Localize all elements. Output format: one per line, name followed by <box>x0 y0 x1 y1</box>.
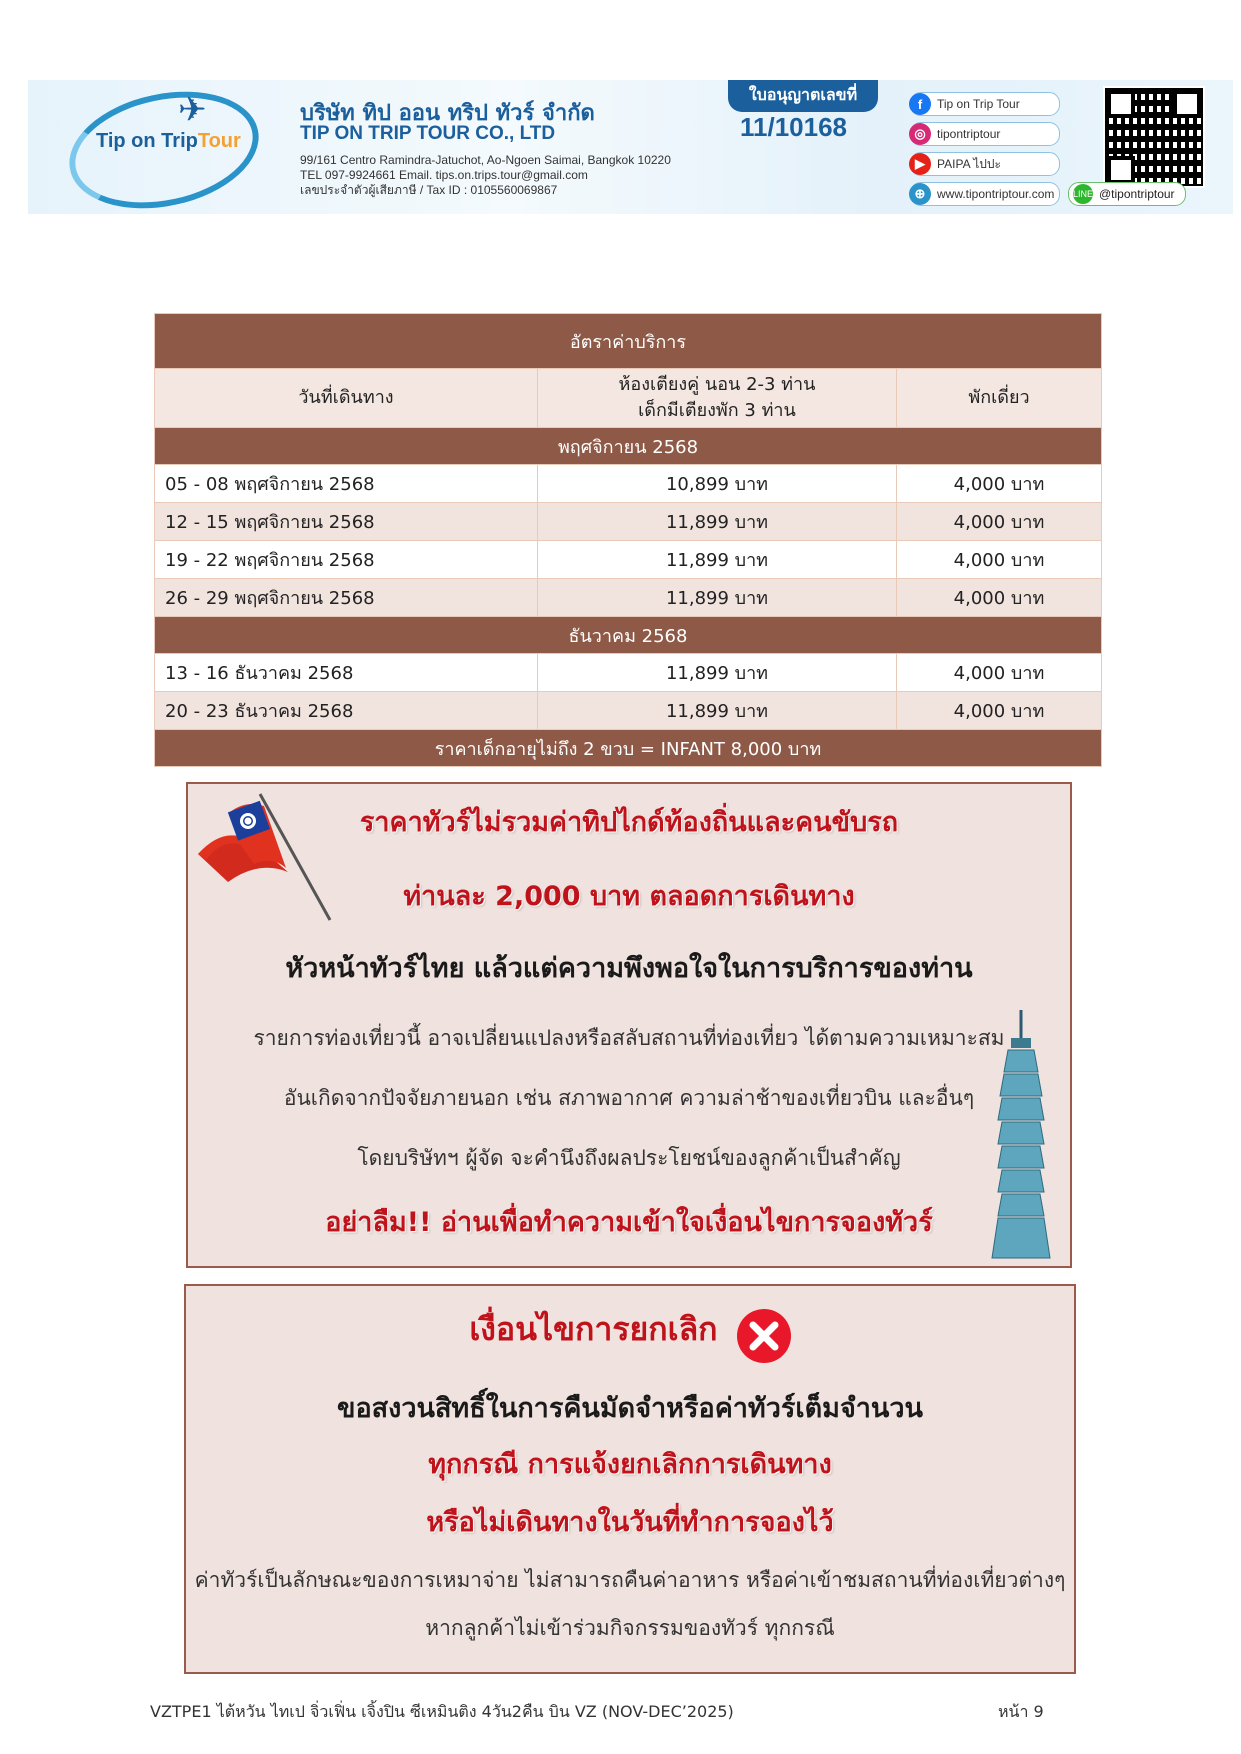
cancel-title-row <box>186 1304 1074 1363</box>
company-header-banner <box>28 80 1233 214</box>
single-supplement: 4,000 บาท <box>897 654 1102 692</box>
month-header: ธันวาคม 2568 <box>155 617 1102 654</box>
license-label: ใบอนุญาตเลขที่ <box>728 80 878 112</box>
table-row <box>155 541 1102 579</box>
month-header: พฤศจิกายน 2568 <box>155 428 1102 465</box>
qr-code <box>1103 86 1205 188</box>
twin-price: 11,899 บาท <box>538 541 897 579</box>
travel-date: 19 - 22 พฤศจิกายน 2568 <box>155 541 538 579</box>
table-row <box>155 654 1102 692</box>
cancel-any-case-line: ทุกกรณี การแจ้งยกเลิกการเดินทาง <box>428 1449 832 1480</box>
column-header-twin: ห้องเตียงคู่ นอน 2-3 ท่าน เด็กมีเตียงพัก 3 ท่าน <box>538 369 897 428</box>
single-supplement: 4,000 บาท <box>897 503 1102 541</box>
social-youtube[interactable] <box>910 152 1060 176</box>
table-row <box>155 579 1102 617</box>
taipei-101-icon <box>986 1010 1056 1264</box>
price-table-title: อัตราค่าบริการ <box>155 314 1102 369</box>
table-row <box>155 503 1102 541</box>
customer-benefit-line: โดยบริษัทฯ ผู้จัด จะคำนึงถึงผลประโยชน์ของลูกค้าเป็นสำคัญ <box>357 1146 901 1170</box>
travel-date: 13 - 16 ธันวาคม 2568 <box>155 654 538 692</box>
price-table <box>154 313 1102 767</box>
company-name-english: TIP ON TRIP TOUR CO., LTD <box>300 123 556 144</box>
tip-notice-box <box>186 782 1072 1268</box>
single-supplement: 4,000 บาท <box>897 541 1102 579</box>
infant-price-note: ราคาเด็กอายุไม่ถึง 2 ขวบ = INFANT 8,000 บาท <box>155 730 1102 767</box>
close-icon <box>737 1309 791 1363</box>
single-supplement: 4,000 บาท <box>897 579 1102 617</box>
twin-price: 10,899 บาท <box>538 465 897 503</box>
cancel-title: เงื่อนไขการยกเลิก <box>469 1310 718 1348</box>
social-line[interactable] <box>1068 182 1186 206</box>
external-factors-line: อันเกิดจากปัจจัยภายนอก เช่น สภาพอากาศ ความล่าช้าของเที่ยวบิน และอื่นๆ <box>283 1086 975 1110</box>
itinerary-change-line: รายการท่องเที่ยวนี้ อาจเปลี่ยนแปลงหรือสลับสถานที่ท่องเที่ยว ได้ตามความเหมาะสม <box>253 1026 1005 1050</box>
no-participation-line: หากลูกค้าไม่เข้าร่วมกิจกรรมของทัวร์ ทุกกรณี <box>425 1616 835 1640</box>
twin-price: 11,899 บาท <box>538 503 897 541</box>
travel-date: 12 - 15 พฤศจิกายน 2568 <box>155 503 538 541</box>
single-supplement: 4,000 บาท <box>897 692 1102 730</box>
social-facebook[interactable] <box>910 92 1060 116</box>
social-website-label: www.tipontriptour.com <box>937 187 1055 201</box>
table-row <box>155 465 1102 503</box>
page-number: หน้า 9 <box>998 1702 1044 1721</box>
social-facebook-label: Tip on Trip Tour <box>937 97 1020 111</box>
social-instagram[interactable] <box>910 122 1060 146</box>
social-youtube-label: PAIPA ไปปะ <box>937 156 1001 171</box>
instagram-icon: ◎ <box>909 123 931 145</box>
tip-amount-line: ท่านละ 2,000 บาท ตลอดการเดินทาง <box>403 881 855 912</box>
social-line-label: @tipontriptour <box>1099 187 1175 201</box>
tour-leader-line: หัวหน้าทัวร์ไทย แล้วแต่ความพึงพอใจในการบริการของท่าน <box>285 953 973 984</box>
cancellation-box <box>184 1284 1076 1674</box>
company-name-thai: บริษัท ทิป ออน ทริป ทัวร์ จำกัด <box>300 101 595 126</box>
twin-price: 11,899 บาท <box>538 692 897 730</box>
company-logo: Tip on TripTour <box>96 130 241 152</box>
travel-date: 20 - 23 ธันวาคม 2568 <box>155 692 538 730</box>
facebook-icon: f <box>909 93 931 115</box>
column-header-date: วันที่เดินทาง <box>155 369 538 428</box>
line-icon: LINE <box>1073 184 1093 204</box>
license-number: 11/10168 <box>740 112 848 142</box>
company-tax-id: เลขประจำตัวผู้เสียภาษี / Tax ID : 0105560069867 <box>300 183 558 197</box>
table-row <box>155 692 1102 730</box>
youtube-icon: ▶ <box>909 153 931 175</box>
travel-date: 05 - 08 พฤศจิกายน 2568 <box>155 465 538 503</box>
read-conditions-reminder: อย่าลืม!! อ่านเพื่อทำความเข้าใจเงื่อนไขการจองทัวร์ <box>325 1207 933 1238</box>
tip-notice-line: ราคาทัวร์ไม่รวมค่าทิปไกด์ท้องถิ่นและคนขับรถ <box>359 807 899 838</box>
footer-program-code: VZTPE1 ไต้หวัน ไทเป จิ่วเฟิ่น เจิ้งปิน ซีเหมินติง 4วัน2คืน บิน VZ (NOV-DEC’2025) <box>150 1702 734 1721</box>
airplane-icon: ✈ <box>178 90 207 130</box>
single-supplement: 4,000 บาท <box>897 465 1102 503</box>
social-instagram-label: tipontriptour <box>937 127 1001 141</box>
twin-price: 11,899 บาท <box>538 654 897 692</box>
package-price-line: ค่าทัวร์เป็นลักษณะของการเหมาจ่าย ไม่สามารถคืนค่าอาหาร หรือค่าเข้าชมสถานที่ท่องเที่ยวต่างๆ <box>194 1568 1066 1592</box>
website-icon: ⊕ <box>909 183 931 205</box>
company-contact: TEL 097-9924661 Email. tips.on.trips.tour@gmail.com <box>300 168 588 182</box>
company-address-block <box>300 153 671 198</box>
no-show-line: หรือไม่เดินทางในวันที่ทำการจองไว้ <box>426 1507 834 1538</box>
social-links <box>910 92 1060 212</box>
column-header-single: พักเดี่ยว <box>897 369 1102 428</box>
travel-date: 26 - 29 พฤศจิกายน 2568 <box>155 579 538 617</box>
twin-price: 11,899 บาท <box>538 579 897 617</box>
company-address: 99/161 Centro Ramindra-Jatuchot, Ao-Ngoen Saimai, Bangkok 10220 <box>300 153 671 167</box>
social-website[interactable] <box>910 182 1060 206</box>
no-refund-line: ขอสงวนสิทธิ์ในการคืนมัดจำหรือค่าทัวร์เต็มจำนวน <box>336 1393 923 1424</box>
